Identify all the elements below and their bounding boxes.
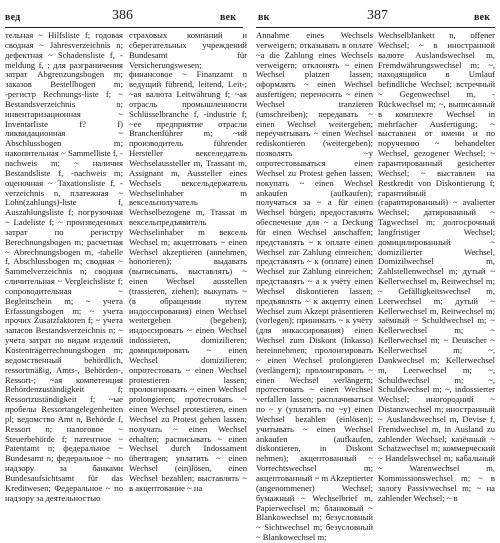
- left-page-header: [0, 6, 250, 26]
- left-column-1-text: тельная ~ Hilfsliste f; годовая сводная ~ Jahresverzeichnis n; дефектная ~ Schadensliste f, -meldung f, ; для разграничения затрат Abgrenzungsbogen m; заказов Bestellbogen m; -регистр Rechnungs-liste f; ~ Bestandsverzeichnis n; инвентаризационная ~ Inventarliste f? f) ликвидационная ~ Abschlussbogen m; накопительная ~ Sammelliste f, -nachweis m; ~ наличия Bestandsliste f, -nachweis m; оценочная ~ Taxationsliste f, -verzeichnis n, платежная ~ Lohn(zahlungs)-liste f, Auszahlungsliste f; погрузочная ~ Ladeliste f; ~ произведенных затрат по регистру Berechnungsbogen m; расчетная ~ Abrechnungsbogen m, -tabelle f, Abschlussbogen m; сводная ~ Sammelverzeichnis n; сводная сличительная ~ Vergleichsliste f; сопроводительная ~ Begleitschein m; ~ учета Erfassungsbogen m; ~ учета прочих Zusatzfaktoren f; ~ учета запасов Bestandsverzeichnis n; ~ учета затрат по видам изделий Kostenträgerrechnungsbogen m; ведомственный behördlich, ressortmäßig, Amts-, Behörden-, Ressort-; ~ая компетенция Behördenzuständigkeit f; Ressortzuständigkeit f; ~ые пробелы Ressortangelegenheiten pl; ведомство Amt n, Behörde f, Ressort n; налоговое ~ Steuerbehörde f; патентное ~ Patentamt n; федеральное ~ Bundesamt n; федеральное ~ по надзору за банками Bundesaufsichtsamt für das Kreditwesen; Федеральное ~ по надзору за деятельностью: [5, 30, 123, 503]
- left-page-column-2: [129, 30, 247, 493]
- right-page-number: 387: [367, 8, 388, 23]
- left-header-guide-word-start: вед: [5, 12, 21, 23]
- right-column-1-text: Annahme eines Wechsels verweigern; отказывать в оплате ~а die Zahlung eines Wechsels verweigern; отклонять ~ einen Wechsel platzen lassen; оформлять ~ einen Wechsel ausfertigen; переносить ~ einen Wechsel tranzieren (umschreiben); передавать ~ einen Wechsel weitergeben; переучитывать ~ einen Wechsel rediskontieren (weitergeben); позволять ~у опротестовываться einen Wechsel zu Protest gehen lassen; покупать ~ einen Wechsel ankaufen (aufkaufen); получаться за ~ a für einen Wechsel bürgen; предоставлять обеспечение для ~ а Deckung für einen Wechsel anschaffen; представлять ~ к оплате einen Wechsel zur Zahlung einreichen; представлять ~ к (оплате) einen Wechsel zur Zahlung einreichen; представлять ~ а к учёту einen Wechsel diskontieren lassen; предъявлять ~ к акцепту einen Wechsel zum Akzept präsentieren (vorlegen); принимать ~ к учёту (для инкассирования) einen Wechsel zum Diskont (Inkasso) hereinnehmen; пролонгировать ~ einen Wechsel prolongieren (verlängern); пролонгировать ~ einen Wechsel verlängern; протестовать ~ einen Wechsel verfallen lassen; расплачиваться по ~ у (уплатить по ~у) einen Wechsel bezahlen (einlösen); учитывать ~ einen Wechsel ankaufen (aufkaufen, diskontieren, in Diskont nehmen); акцептованный ~ Vorrechtswechsel m; акцептованный ~ m Akzeptierter (angenommener) Wechsel; бумажный ~ Wechselbrief m, Papierwechsel m; бланковый ~ Blankowechsel m; безусловный ~ Sichtwechsel m; безусловный ~ Blankowechsel m;: [256, 30, 373, 543]
- left-header-rule: [5, 27, 243, 28]
- right-header-rule: [256, 27, 495, 28]
- left-page-column-1: [5, 30, 123, 503]
- right-page-column-1: [256, 30, 373, 543]
- left-column-2-text: страховых компаний и сберегательных учреждений Bundesamt für Versicherungswesen; финансовое ~ Finanzamt n ведущий führend, leitend, Leit-; ~ая валюта Leitwährung f; ~ая отрасль промышленности Schlüsselbranche f, -industrie f; ~ее предприятие отрасли Branchenführer m; ~ий производитель führender Hersteller векселедатель Wechselaussteller m, Trassant m, Assignant m, Aussteller eines Wechsels вексельдержатель Wechselinhaber m вексельполучатель Wechselbezogene m, Trassat m вексельпредъявитель Wechselinhaber m вексель Wechsel m; акцептовать ~ einen Wechsel akzeptieren (annehmen, honorieren); выдавать (выписывать, выставлять) ~ einen Wechsel ausstellen (trassieren, ziehen); выкупать ~ (в обращении путем индоссирования) einen Wechsel weitergeben (begeben); индоссировать ~ einen Wechsel indossieren, domizilieren; домицилировать ~ einen Wechsel domizilieren; опротестовать ~ einen Wechsel protestieren lassen; пролонгировать ~ einen Wechsel prolongieren; протестовать ~ einen Wechsel protestieren, einen Wechsel zu Protest gehen lassen; получать ~ einen Wechsel erhalten; расписывать ~ einen Wechsel durch Indossament übertragen; уплатить ~ einen Wechsel (ein)lösen, einen Wechsel bezahlen; выставлять ~ в акцептование ~ на: [129, 30, 247, 493]
- right-page-header: [252, 6, 500, 26]
- right-header-guide-word-start: вк: [258, 12, 270, 23]
- right-header-guide-word-end: век: [474, 12, 491, 23]
- right-column-2-text: Wechselblankett n, offener Wechsel; ~ в иностранной валюте Auslandswechsel m, Fremdwährungswechsel m; ~, находящийся в Umlauf befindliche Wechsel; встречный ~ Gegenwechsel m, -Rückwechsel m; ~, выписанный в комплекте Wechsel in mehrfacher Ausfertigung; ~ выставлен от имени и по поручению ~ behandelter Wechsel, gezogener Wechsel; ~ гарантированный gesicherter Wechsel; ~ выставлен на Restkredit von Diskontierung f; гарантийный (гарантированный) ~ avalierter Wechsel; датированный ~ Tagwechsel m; долгосрочный langfristiger Wechsel; домицилированный ~ domizilierter Wechsel, Domizilwechsel m, Zahlstellenwechsel m; дутый ~ Kellerwechsel m, Reitwechsel m; ~ Gefälligkeitswechsel m, Leerwechsel m; дутый ~ Kellerwechsel m, Reitwechsel m; заёмный ~ Schuldwechsel m; ~ Kellerwechsel m; ~ Kellerwechsel m; ~ Deutscher ~ Kellerwechsel m; ~, Dankwechsel m; Kellerwechsel m, Leerwechsel m; ~, Schuldwechsel m; ~, Schuldwechsel m; ~, indossierter Wechsel; иногородний ~ Distanzwechsel m; иностранный ~ Auslandswechsel m, Devise f, Fremdwechsel m, in Ausland zu zahlender Wechsel; казённый ~ Schatzwechsel m; коммерческий ~ Handelswechsel m; кабальный ~ Warenwechsel m, Kommissionswechsel m; ~ в залогу Passivwechsel m; ~ на zahlender Wechsel; ~ в: [378, 30, 495, 503]
- left-header-guide-word-end: век: [220, 12, 237, 23]
- left-page-number: 386: [112, 8, 133, 23]
- right-page-column-2: [378, 30, 495, 503]
